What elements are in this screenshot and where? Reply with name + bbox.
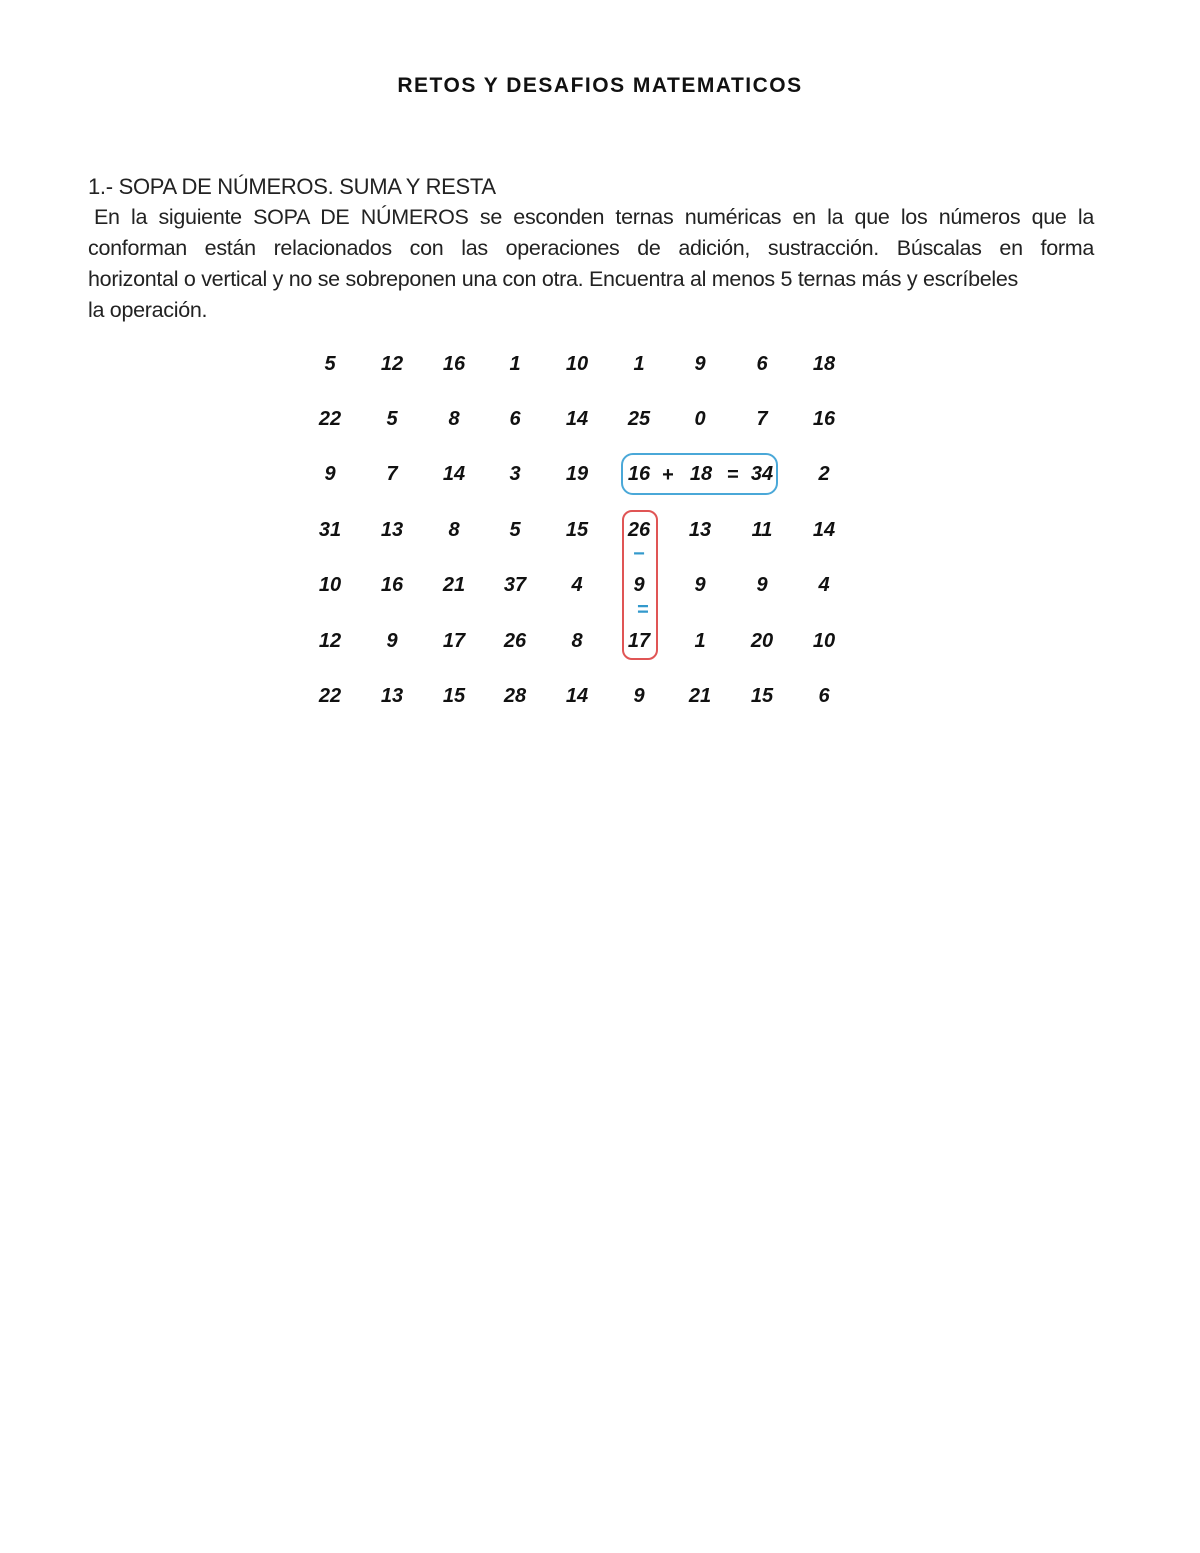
- grid-cell: 26: [627, 519, 651, 541]
- grid-cell: 16: [380, 574, 404, 596]
- grid-cell: 12: [380, 353, 404, 375]
- grid-cell: 14: [565, 408, 589, 430]
- grid-cell: 14: [812, 519, 836, 541]
- grid-cell: 9: [633, 685, 645, 707]
- grid-cell: 14: [565, 685, 589, 707]
- equals-operator-vertical: =: [637, 599, 649, 621]
- grid-cell: 34: [750, 463, 774, 485]
- grid-cell: 17: [627, 630, 651, 652]
- grid-cell: 7: [386, 463, 398, 485]
- grid-cell: 1: [509, 353, 521, 375]
- grid-cell: 2: [818, 463, 830, 485]
- grid-cell: 21: [442, 574, 466, 596]
- grid-cell: 3: [509, 463, 521, 485]
- grid-cell: 11: [751, 519, 773, 541]
- grid-cell: 4: [818, 574, 830, 596]
- number-search-grid: [300, 336, 855, 726]
- grid-cell: 8: [448, 519, 460, 541]
- grid-cell: 28: [503, 685, 527, 707]
- grid-cell: 18: [812, 353, 836, 375]
- grid-cell: 14: [442, 463, 466, 485]
- grid-cell: 15: [565, 519, 589, 541]
- grid-cell: 4: [571, 574, 583, 596]
- grid-cell: 8: [448, 408, 460, 430]
- grid-cell: 5: [386, 408, 398, 430]
- grid-cell: 12: [318, 630, 342, 652]
- grid-cell: 15: [442, 685, 466, 707]
- grid-cell: 22: [318, 685, 342, 707]
- grid-cell: 15: [750, 685, 774, 707]
- grid-cell: 10: [318, 574, 342, 596]
- grid-cell: 9: [694, 353, 706, 375]
- grid-cell: 5: [324, 353, 336, 375]
- page-title: RETOS Y DESAFIOS MATEMATICOS: [397, 74, 803, 97]
- plus-operator: +: [662, 464, 674, 486]
- grid-cell: 9: [694, 574, 706, 596]
- grid-cell: 9: [386, 630, 398, 652]
- paragraph-line: horizontal o vertical y no se sobreponen una con otra. Encuentra al menos 5 ternas más y escríbeles: [88, 267, 1018, 291]
- grid-cell: 0: [694, 408, 706, 430]
- grid-cell: 6: [509, 408, 521, 430]
- grid-cell: 9: [756, 574, 768, 596]
- equals-operator: =: [727, 464, 739, 486]
- grid-cell: 13: [380, 519, 404, 541]
- grid-cell: 5: [509, 519, 521, 541]
- grid-cell: 13: [380, 685, 404, 707]
- grid-cell: 20: [750, 630, 774, 652]
- instructions-paragraph: [88, 202, 1094, 326]
- grid-cell: 10: [565, 353, 589, 375]
- grid-cell: 8: [571, 630, 583, 652]
- grid-cell: 7: [756, 408, 768, 430]
- grid-cell: 22: [318, 408, 342, 430]
- section-heading: 1.- SOPA DE NÚMEROS. SUMA Y RESTA: [88, 174, 496, 199]
- grid-cell: 1: [694, 630, 706, 652]
- grid-cell: 16: [812, 408, 836, 430]
- grid-cell: 9: [324, 463, 336, 485]
- grid-cell: 25: [627, 408, 651, 430]
- grid-cell: 10: [812, 630, 836, 652]
- grid-cell: 17: [442, 630, 466, 652]
- grid-cell: 16: [442, 353, 466, 375]
- grid-cell: 37: [503, 574, 527, 596]
- grid-cell: 9: [633, 574, 645, 596]
- minus-operator: −: [633, 543, 645, 565]
- grid-cell: 31: [318, 519, 342, 541]
- grid-cell: 6: [818, 685, 830, 707]
- grid-cell: 16: [627, 463, 651, 485]
- paragraph-line: En la siguiente SOPA DE NÚMEROS se esconden ternas numéricas en la que los números que la: [94, 205, 1094, 229]
- paragraph-line: la operación.: [88, 298, 208, 322]
- grid-cell: 6: [756, 353, 768, 375]
- grid-cell: 26: [503, 630, 527, 652]
- grid-cell: 13: [688, 519, 712, 541]
- grid-cell: 18: [689, 463, 713, 485]
- grid-cell: 21: [688, 685, 712, 707]
- grid-cell: 19: [565, 463, 589, 485]
- grid-cell: 1: [633, 353, 645, 375]
- paragraph-line: conforman están relacionados con las operaciones de adición, sustracción. Búscalas en forma: [88, 236, 1094, 260]
